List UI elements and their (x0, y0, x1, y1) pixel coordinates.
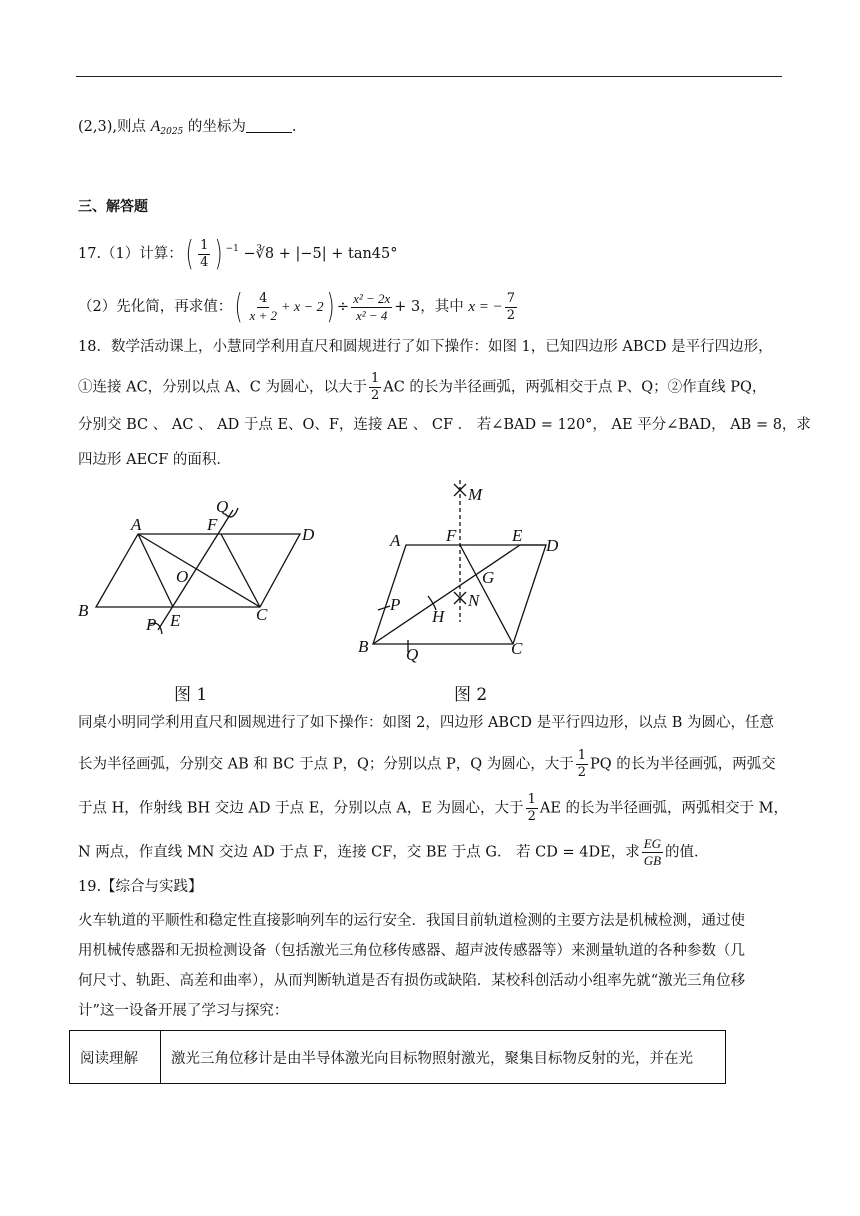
label-q: Q (216, 497, 229, 516)
numerator: 1 (577, 748, 586, 763)
label-n: N (468, 591, 480, 610)
q18-p2-line2 (78, 748, 784, 781)
left-paren: ( (185, 234, 194, 274)
divide-sign: ÷ (336, 299, 350, 315)
q18-p2-line1: 同桌小明同学利用直尺和圆规进行了如下操作：如图 2，四边形 ABCD 是平行四边形，以点 B 为圆心，任意 (78, 715, 775, 731)
q16-tail (78, 114, 784, 145)
q18-line1: 18．数学活动课上，小慧同学利用直尺和圆规进行了如下操作：如图 1，已知四边形 ABCD 是平行四边形， (78, 339, 773, 355)
fraction (198, 238, 210, 271)
q19-line1: 火车轨道的平顺性和稳定性直接影响列车的运行安全．我国目前轨道检测的主要方法是机械检测，通过使 (78, 913, 745, 929)
figure-2-caption: 图 2 (454, 685, 488, 705)
label-d: D (546, 536, 559, 555)
label-g: G (482, 568, 495, 587)
header-rule (76, 76, 782, 77)
q17-part2 (78, 287, 784, 327)
text: 的坐标为 (183, 119, 246, 135)
numerator: EG (643, 836, 662, 851)
label-c: C (256, 605, 268, 624)
denominator: x + 2 (249, 307, 278, 323)
text: N 两点，作直线 MN 交边 AD 于点 F，连接 CF，交 BE 于点 G． 若 CD = 4DE，求 (78, 844, 640, 861)
text: ①连接 AC，分别以点 A、C 为圆心，以大于 (78, 379, 367, 396)
label-c: C (511, 639, 523, 658)
numerator: x² − 2x (353, 290, 391, 306)
numerator: 1 (370, 371, 380, 386)
numerator: 4 (259, 290, 268, 306)
label-e: E (170, 611, 181, 630)
label-f: F (207, 515, 218, 534)
text: AE 的长为半径画弧，两弧相交于 M， (539, 800, 788, 817)
q18-line3: 分别交 BC 、 AC 、 AD 于点 E、O、F，连接 AE 、 CF ． 若∠BAD = 120°， AE 平分∠BAD， AB = 8，求 (78, 417, 811, 433)
label-b: B (78, 601, 89, 620)
expression: + x − 2 (281, 300, 324, 315)
fraction (369, 371, 381, 404)
label-b: B (358, 637, 369, 656)
label-p: P (146, 615, 157, 634)
fraction (526, 792, 538, 825)
numerator: 7 (506, 290, 516, 306)
coordinate: (2,3) (78, 119, 113, 135)
q18-p2-line3 (78, 792, 788, 825)
numerator: 1 (527, 792, 536, 807)
figure-1 (76, 492, 326, 642)
text: . (291, 119, 297, 135)
label-q: Q (406, 645, 419, 664)
denominator: 2 (577, 765, 586, 780)
text: 于点 H，作射线 BH 交边 AD 于点 E，分别以点 A，E 为圆心，大于 (78, 800, 524, 817)
point-subscript: 2025 (160, 127, 184, 137)
q18-p2-line4 (78, 836, 784, 869)
label-p: P (390, 595, 401, 614)
table-row (70, 1031, 726, 1084)
label-d: D (302, 525, 315, 544)
figure-1-caption: 图 1 (174, 685, 208, 705)
label-m: M (468, 485, 483, 504)
q19-line3: 何尺寸、轨距、高差和曲率），从而判断轨道是否有损伤或缺陷．某校科创活动小组率先就“激光三角位移 (78, 973, 746, 989)
figure-2 (356, 474, 596, 666)
point-label: A (150, 118, 161, 135)
exponent: −1 (225, 244, 239, 254)
table-text-cell: 激光三角位移计是由半导体激光向目标物照射激光，聚集目标物反射的光，并在光 (161, 1031, 726, 1084)
denominator: 2 (527, 809, 536, 824)
table-label-cell: 阅读理解 (70, 1031, 161, 1084)
label-a: A (131, 515, 142, 534)
label-e: E (512, 526, 523, 545)
text: AC 的长为半径画弧，两弧相交于点 P、Q；②作直线 PQ， (383, 379, 767, 396)
fraction (248, 291, 280, 324)
label-o: O (176, 567, 189, 586)
section-title: 三、解答题 (78, 199, 148, 215)
denominator: 2 (370, 388, 380, 403)
text: 的值． (665, 844, 709, 861)
fraction (576, 748, 588, 781)
text: ,则点 (112, 119, 151, 135)
q19-line2: 用机械传感器和无损检测设备（包括激光三角位移传感器、超声波传感器等）来测量轨道的各种参数（几 (78, 943, 745, 959)
text: + 3，其中 (394, 299, 464, 315)
left-paren: ( (234, 287, 243, 327)
answer-blank[interactable] (246, 118, 292, 133)
q19-title: 19.【综合与实践】 (78, 879, 203, 895)
x-value: x = − (468, 299, 503, 315)
denominator: 2 (506, 307, 516, 323)
fraction (505, 291, 517, 324)
question-label: （2）先化简，再求值： (78, 299, 233, 315)
segment-ac (138, 534, 260, 607)
expression: −∛8 + |−5| + tan45° (243, 246, 398, 262)
label-h: H (432, 607, 445, 626)
right-paren: ) (214, 234, 223, 274)
q18-line4: 四边形 AECF 的面积． (78, 452, 231, 468)
q19-line4: 计”这一设备开展了学习与探究： (78, 1003, 289, 1019)
fraction (642, 836, 663, 869)
q18-line2 (78, 371, 784, 404)
denominator: x² − 4 (355, 307, 388, 323)
reading-table (69, 1030, 726, 1084)
label-a: A (390, 531, 401, 550)
text: 长为半径画弧，分别交 AB 和 BC 于点 P，Q；分别以点 P，Q 为圆心，大于 (78, 756, 574, 773)
denominator: 4 (200, 254, 209, 270)
question-label: 17.（1）计算： (78, 246, 183, 262)
fraction (351, 291, 392, 324)
numerator: 1 (200, 237, 209, 253)
label-f: F (446, 526, 457, 545)
denominator: GB (643, 853, 662, 868)
right-paren: ) (326, 287, 335, 327)
text: PQ 的长为半径画弧，两弧交 (589, 756, 776, 773)
q17-part1 (78, 234, 784, 274)
